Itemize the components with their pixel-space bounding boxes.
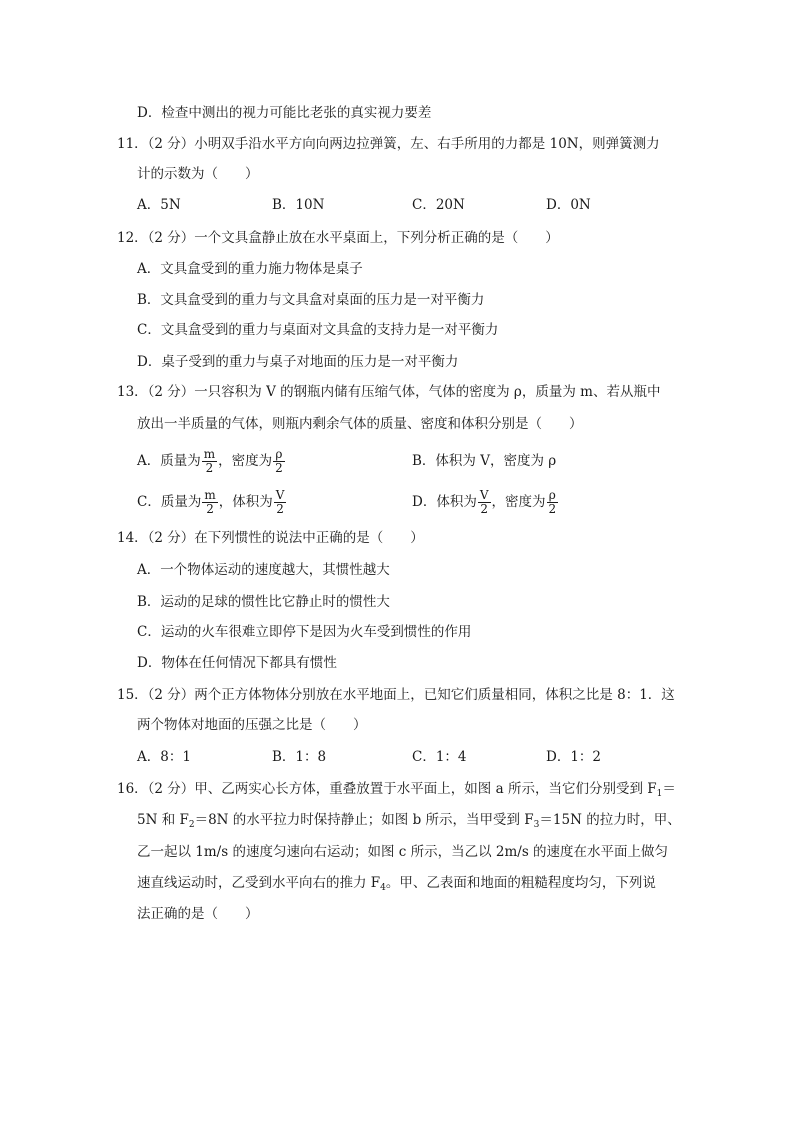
q14-option-a: A．一个物体运动的速度越大，其惯性越大 <box>137 562 390 578</box>
q13-option-c-mid: ，体积为 <box>218 494 273 510</box>
q11-option-a: A．5N <box>137 197 181 213</box>
denominator: 2 <box>480 502 488 516</box>
q16-stem-line3: 乙一起以 1m/s 的速度匀速向右运动；如图 c 所示，当乙以 2m/s 的速度在水平面上做匀 <box>137 844 669 860</box>
q14-stem: 14．（2 分）在下列惯性的说法中正确的是（ ） <box>117 530 424 546</box>
q13-stem-line2: 放出一半质量的气体，则瓶内剩余气体的质量、密度和体积分别是（ ） <box>137 416 583 432</box>
numerator: V <box>479 488 489 502</box>
q15-stem-line2: 两个物体对地面的压强之比是（ ） <box>137 717 367 733</box>
numerator: ρ <box>547 489 559 503</box>
text: 5N 和 F <box>137 812 189 828</box>
fraction <box>202 489 217 516</box>
denominator: 2 <box>206 502 214 516</box>
q14-option-b: B．运动的足球的惯性比它静止时的惯性大 <box>137 594 390 610</box>
text: ＝8N 的水平拉力时保持静止；如图 b 所示，当甲受到 F <box>194 812 534 828</box>
q12-option-c: C．文具盒受到的重力与桌面对文具盒的支持力是一对平衡力 <box>137 322 499 338</box>
denominator: 2 <box>548 502 557 516</box>
q15-option-c: C．1：4 <box>412 749 467 765</box>
q13-option-c <box>137 485 287 519</box>
numerator: m <box>203 447 216 461</box>
q11-option-b: B．10N <box>272 197 325 213</box>
q16-stem-line1 <box>117 780 676 798</box>
numerator: V <box>275 488 285 502</box>
q12-option-a: A．文具盒受到的重力施力物体是桌子 <box>137 261 363 277</box>
q12-option-d: D．桌子受到的重力与桌子对地面的压力是一对平衡力 <box>137 354 459 370</box>
fraction <box>547 489 559 516</box>
text: 16．（2 分）甲、乙两实心长方体，重叠放置于水平面上，如图 a 所示，当它们分别受到 F <box>117 781 657 797</box>
q12-stem: 12．（2 分）一个文具盒静止放在水平桌面上，下列分析正确的是（ ） <box>117 230 559 246</box>
denominator: 2 <box>276 502 284 516</box>
subscript: 1 <box>656 789 663 799</box>
fraction <box>202 448 217 475</box>
fraction <box>273 448 285 475</box>
text: 。甲、乙表面和地面的粗糙程度均匀，下列说 <box>385 875 656 891</box>
q13-option-a <box>137 444 286 478</box>
text: ＝15N 的拉力时，甲、 <box>539 812 681 828</box>
q14-option-c: C．运动的火车很难立即停下是因为火车受到惯性的作用 <box>137 624 472 640</box>
q13-option-d <box>412 485 559 519</box>
q11-option-c: C．20N <box>412 197 465 213</box>
q16-stem-line4 <box>137 874 656 892</box>
numerator: m <box>204 488 216 502</box>
numerator: ρ <box>273 448 285 462</box>
q13-option-a-mid: ，密度为 <box>218 453 273 469</box>
fraction <box>274 489 287 516</box>
text: ＝ <box>662 781 676 797</box>
q13-option-c-prefix: C．质量为 <box>137 494 202 510</box>
q13-option-a-prefix: A．质量为 <box>137 453 201 469</box>
fraction <box>478 489 491 516</box>
denominator: 2 <box>275 461 283 475</box>
subscript: 2 <box>188 820 195 830</box>
q13-option-d-mid: ，密度为 <box>491 494 546 510</box>
q16-stem-line5: 法正确的是（ ） <box>137 906 259 922</box>
q13-option-d-prefix: D．体积为 <box>412 494 477 510</box>
subscript: 3 <box>533 820 540 830</box>
q16-stem-line2 <box>137 811 681 829</box>
q11-stem-line2: 计的示数为（ ） <box>137 166 259 182</box>
q15-option-b: B．1：8 <box>272 749 327 765</box>
q13-stem-line1: 13．（2 分）一只容积为 V 的钢瓶内储有压缩气体，气体的密度为 ρ，质量为 m、若从瓶中 <box>117 384 661 400</box>
subscript: 4 <box>380 883 386 893</box>
q14-option-d: D．物体在任何情况下都具有惯性 <box>137 655 337 671</box>
q12-option-b: B．文具盒受到的重力与文具盒对桌面的压力是一对平衡力 <box>137 292 485 308</box>
q11-stem-line1: 11．（2 分）小明双手沿水平方向向两边拉弹簧，左、右手所用的力都是 10N，则弹簧测力 <box>117 136 660 152</box>
text: 速直线运动时，乙受到水平向右的推力 F <box>137 875 381 891</box>
q10-option-d: D．检查中测出的视力可能比老张的真实视力要差 <box>137 105 432 121</box>
q15-option-a: A．8：1 <box>137 749 191 765</box>
q13-option-b: B．体积为 V，密度为 ρ <box>412 453 557 469</box>
denominator: 2 <box>205 461 214 475</box>
q15-stem-line1: 15．（2 分）两个正方体物体分别放在水平地面上，已知它们质量相同，体积之比是 8：1．这 <box>117 687 675 703</box>
q15-option-d: D．1：2 <box>546 749 602 765</box>
q11-option-d: D．0N <box>546 197 591 213</box>
